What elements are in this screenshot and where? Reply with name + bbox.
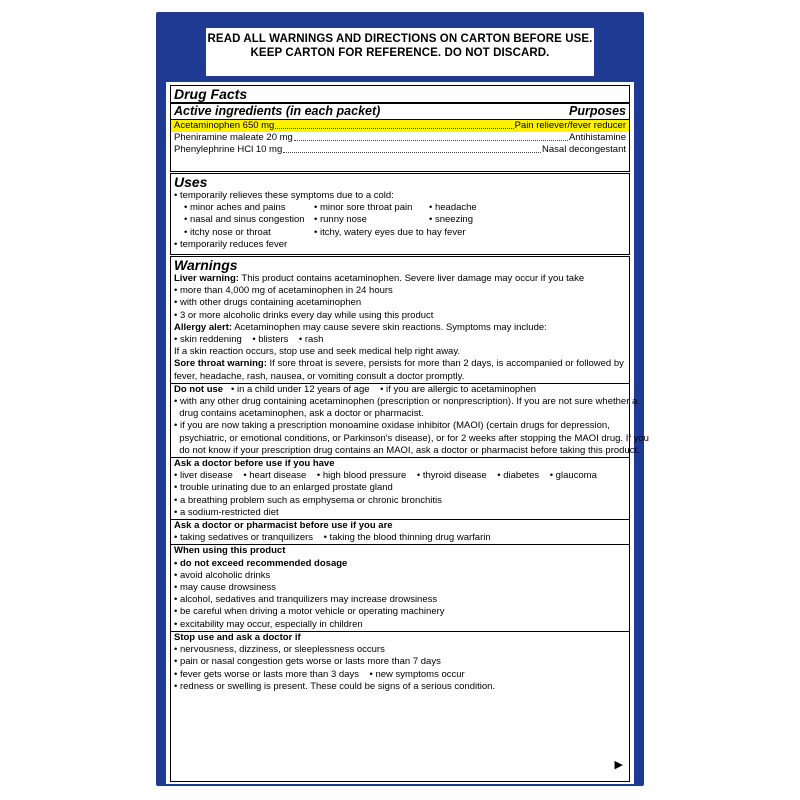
warnings-box bbox=[170, 256, 649, 782]
use-item: • minor aches and pains bbox=[184, 202, 286, 214]
use-item: • sneezing bbox=[429, 214, 473, 226]
do-not-use-section bbox=[171, 383, 649, 457]
skin-reaction-text: If a skin reaction occurs, stop use and seek medical help right away. bbox=[174, 346, 461, 358]
stop-use-title: Stop use and ask a doctor if bbox=[174, 631, 301, 643]
use-item: • runny nose bbox=[314, 214, 367, 226]
stop-use-item: • pain or nasal congestion gets worse or lasts more than 7 days bbox=[174, 656, 441, 668]
ask-doctor-title: Ask a doctor before use if you have bbox=[174, 458, 335, 470]
sore-throat-text: If sore throat is severe, persists for more than 2 days, is accompanied or followed by bbox=[266, 358, 624, 370]
use-item: • nasal and sinus congestion bbox=[184, 214, 305, 226]
active-ingredients-header: Active ingredients (in each packet) bbox=[174, 104, 381, 118]
do-not-use-item: • if you are now taking a prescription monoamine oxidase inhibitor (MAOI) (certain drugs for depression, bbox=[174, 420, 610, 432]
ask-doctor-section bbox=[171, 457, 629, 519]
when-using-item: • excitability may occur, especially in children bbox=[174, 618, 363, 630]
uses-intro: • temporarily relieves these symptoms due to a cold: bbox=[174, 190, 394, 201]
sore-throat-text-2: fever, headache, rash, nausea, or vomiting consult a doctor promptly. bbox=[174, 370, 465, 382]
stop-use-item: • redness or swelling is present. These could be signs of a serious condition. bbox=[174, 680, 496, 692]
ask-doctor-item: • trouble urinating due to an enlarged prostate gland bbox=[174, 482, 393, 494]
when-using-section bbox=[171, 544, 629, 630]
allergy-alert-text: Acetaminophen may cause severe skin reactions. Symptoms may include: bbox=[232, 321, 547, 333]
use-item: • itchy, watery eyes due to hay fever bbox=[314, 226, 466, 238]
continue-arrow-icon: ▶ bbox=[614, 759, 623, 771]
do-not-use-item: psychiatric, or emotional conditions, or Parkinson's disease), or for 2 weeks after stopping the MAOI drug. If you bbox=[174, 432, 649, 444]
ingredient-row bbox=[171, 120, 629, 132]
ask-pharmacist-item: • taking sedatives or tranquilizers • taking the blood thinning drug warfarin bbox=[174, 532, 491, 544]
use-item: • itchy nose or throat bbox=[184, 226, 271, 238]
when-using-item: • be careful when driving a motor vehicle or operating machinery bbox=[174, 606, 445, 618]
use-item: • headache bbox=[429, 202, 477, 214]
product-label-card bbox=[156, 12, 649, 786]
purposes-header: Purposes bbox=[569, 104, 626, 118]
warning-item: • 3 or more alcoholic drinks every day while using this product bbox=[174, 309, 434, 321]
ingredient-name: Phenylephrine HCl 10 mg bbox=[174, 144, 283, 155]
when-using-title: When using this product bbox=[174, 545, 286, 557]
warnings-title: Warnings bbox=[174, 257, 238, 273]
ingredient-purpose: Pain reliever/fever reducer bbox=[514, 120, 626, 131]
allergy-alert bbox=[174, 322, 626, 334]
liver-warning-label: Liver warning: bbox=[174, 273, 239, 284]
ingredient-row bbox=[171, 144, 629, 156]
uses-box bbox=[170, 173, 630, 255]
uses-columns bbox=[181, 202, 629, 239]
allergy-alert-label: Allergy alert: bbox=[174, 321, 233, 333]
do-not-use-item: do not know if your prescription drug contains an MAOI, ask a doctor or pharmacist before taking this product. bbox=[174, 444, 640, 456]
liver-warning-text: This product contains acetaminophen. Severe liver damage may occur if you take bbox=[238, 273, 585, 284]
ingredients-header bbox=[171, 102, 629, 119]
uses-title: Uses bbox=[174, 174, 208, 190]
when-using-item: • alcohol, sedatives and tranquilizers may increase drowsiness bbox=[174, 594, 438, 606]
when-using-bold-item: • do not exceed recommended dosage bbox=[174, 557, 348, 569]
sore-throat-label: Sore throat warning: bbox=[174, 358, 267, 370]
ask-doctor-item: • a breathing problem such as emphysema or chronic bronchitis bbox=[174, 494, 442, 506]
uses-last: • temporarily reduces fever bbox=[174, 238, 288, 250]
drug-facts-panel bbox=[166, 82, 649, 784]
ask-doctor-item: • a sodium-restricted diet bbox=[174, 506, 279, 518]
liver-warning bbox=[174, 273, 626, 285]
warning-banner bbox=[206, 28, 594, 76]
sore-throat-warning bbox=[174, 358, 626, 370]
use-item: • minor sore throat pain bbox=[314, 202, 413, 214]
active-ingredients-box bbox=[170, 85, 630, 172]
do-not-use-item: • with any other drug containing acetaminophen (prescription or nonprescription). If you are not sure whether a bbox=[174, 396, 638, 408]
ask-pharmacist-title: Ask a doctor or pharmacist before use if you are bbox=[174, 520, 393, 532]
banner-line-2: KEEP CARTON FOR REFERENCE. DO NOT DISCARD. bbox=[250, 47, 550, 59]
ask-doctor-item: • liver disease • heart disease • high blood pressure • thyroid disease • diabetes • glaucoma bbox=[174, 470, 597, 482]
stop-use-item: • nervousness, dizziness, or sleeplessness occurs bbox=[174, 644, 385, 656]
allergy-items: • skin reddening • blisters • rash bbox=[174, 334, 324, 346]
warning-item: • with other drugs containing acetaminophen bbox=[174, 297, 362, 309]
when-using-item: • avoid alcoholic drinks bbox=[174, 569, 271, 581]
do-not-use-label: Do not use bbox=[174, 383, 224, 395]
do-not-use-line bbox=[174, 384, 626, 396]
when-using-item: • may cause drowsiness bbox=[174, 582, 277, 594]
do-not-use-text: • in a child under 12 years of age • if you are allergic to acetaminophen bbox=[223, 383, 537, 395]
ingredient-name: Pheniramine maleate 20 mg bbox=[174, 132, 293, 143]
do-not-use-item: drug contains acetaminophen, ask a doctor or pharmacist. bbox=[174, 408, 424, 420]
ingredient-row bbox=[171, 132, 629, 144]
stop-use-item: • fever gets worse or lasts more than 3 days • new symptoms occur bbox=[174, 668, 465, 680]
ingredient-purpose: Antihistamine bbox=[568, 132, 626, 143]
warning-item: • more than 4,000 mg of acetaminophen in 24 hours bbox=[174, 285, 393, 297]
ingredient-purpose: Nasal decongestant bbox=[542, 144, 626, 155]
stop-use-section bbox=[171, 631, 629, 693]
ingredient-name: Acetaminophen 650 mg bbox=[174, 120, 275, 131]
drug-facts-title: Drug Facts bbox=[174, 86, 248, 102]
ask-pharmacist-section bbox=[171, 519, 629, 544]
banner-line-1: READ ALL WARNINGS AND DIRECTIONS ON CARTON BEFORE USE. bbox=[207, 33, 593, 45]
